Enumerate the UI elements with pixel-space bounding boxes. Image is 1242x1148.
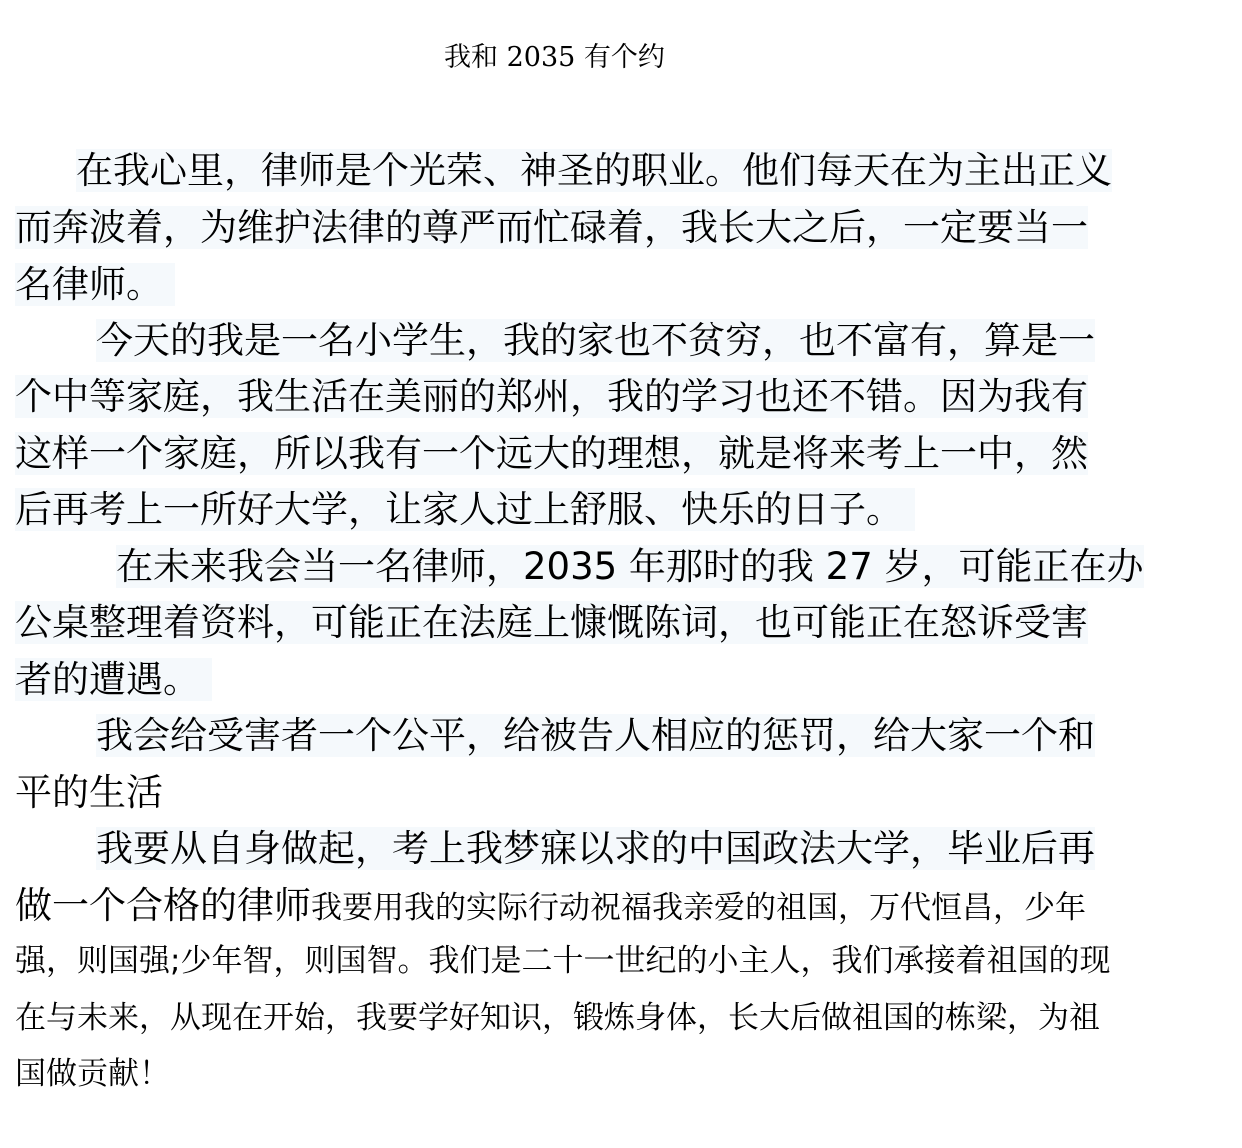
paragraph-line: 这样一个家庭，所以我有一个远大的理想，就是将来考上一中，然 (15, 432, 1088, 475)
paragraph-line: 公桌整理着资料，可能正在法庭上慷慨陈词，也可能正在怒诉受害 (15, 601, 1088, 644)
paragraph-line: 我要从自身做起，考上我梦寐以求的中国政法大学，毕业后再 (96, 827, 1095, 870)
paragraph-line: 后再考上一所好大学，让家人过上舒服、快乐的日子。 (15, 481, 915, 538)
paragraph-line: 在未来我会当一名律师，2035 年那时的我 27 岁，可能正在办 (116, 545, 1144, 588)
paragraph-line: 名律师。 (15, 256, 175, 313)
paragraph-line: 而奔波着，为维护法律的尊严而忙碌着，我长大之后，一定要当一 (15, 206, 1088, 249)
paragraph-line: 者的遭遇。 (15, 651, 212, 708)
paragraph-line: 在与未来，从现在开始，我要学好知识，锻炼身体，长大后做祖国的栋梁，为祖 (15, 1000, 1100, 1036)
paragraph-line: 在我心里，律师是个光荣、神圣的职业。他们每天在为主出正义 (76, 149, 1112, 192)
paragraph-line: 强，则国强;少年智，则国智。我们是二十一世纪的小主人，我们承接着祖国的现 (15, 943, 1111, 979)
paragraph-line: 我会给受害者一个公平，给被告人相应的惩罚，给大家一个和 (96, 714, 1095, 757)
paragraph-line: 平的生活 (15, 771, 163, 814)
paragraph-line: 做一个合格的律师我要用我的实际行动祝福我亲爱的祖国，万代恒昌，少年 (15, 884, 1086, 927)
paragraph-line: 个中等家庭，我生活在美丽的郑州，我的学习也还不错。因为我有 (15, 375, 1088, 418)
paragraph-line: 国做贡献！ (15, 1056, 170, 1092)
document-title: 我和 2035 有个约 (444, 42, 665, 73)
paragraph-line: 今天的我是一名小学生，我的家也不贫穷，也不富有，算是一 (96, 319, 1095, 362)
